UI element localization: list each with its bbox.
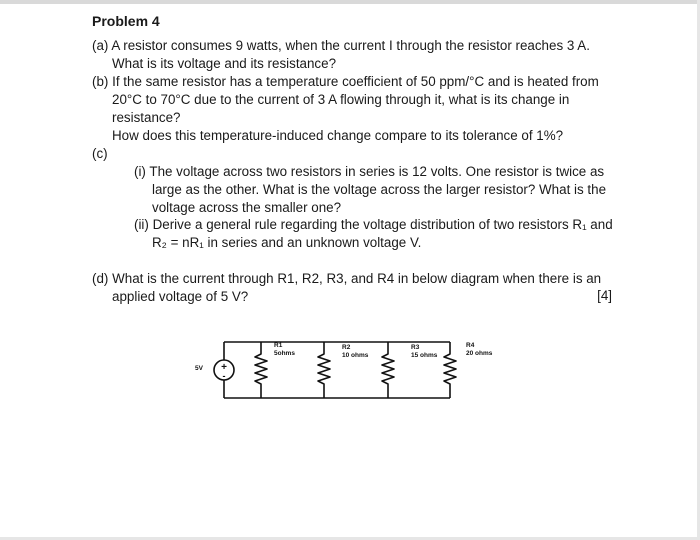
r1-name-label: R1 [274,342,283,349]
source-voltage-label: 5V [195,365,203,372]
part-b-label: (b) [92,74,109,89]
part-c-i-text-2: large as the other. What is the voltage across the larger resistor? What is the [152,182,607,197]
r2-value-label: 10 ohms [342,352,369,359]
marks-badge: [4] [597,288,612,303]
part-d-text-1: What is the current through R1, R2, R3, and R4 in below diagram when there is an [112,271,602,286]
top-edge [0,0,700,4]
part-c-ii-text-2: R₂ = nR₁ in series and an unknown voltage V. [152,235,422,250]
resistor-r1-symbol [255,342,267,398]
part-a-text-2: What is its voltage and its resistance? [112,56,337,71]
source-plus-sign: + [221,362,227,373]
part-d-line-1 [92,270,601,288]
part-c-i-text-3: voltage across the smaller one? [152,200,342,215]
part-d-text-2: applied voltage of 5 V? [112,289,249,304]
circuit-diagram [186,336,493,406]
part-b-text-2: 20°C to 70°C due to the current of 3 A flowing through it, what is its change in [112,92,570,107]
problem-title: Problem 4 [92,13,160,29]
resistor-r2-symbol [318,342,330,398]
r3-value-label: 15 ohms [411,352,438,359]
resistor-r3-symbol [382,342,394,398]
r4-name-label: R4 [466,342,475,349]
resistor-r4-symbol [444,342,456,398]
part-c-ii-label: (ii) [134,217,149,232]
part-c-ii-line-1 [134,216,613,234]
part-c-i-text-1: The voltage across two resistors in series is 12 volts. One resistor is twice as [149,164,605,179]
part-b-text-3: resistance? [112,110,181,125]
part-a-text-1: A resistor consumes 9 watts, when the current I through the resistor reaches 3 A. [111,38,590,53]
part-a-label: (a) [92,38,109,53]
r2-name-label: R2 [342,344,351,351]
part-d-label: (d) [92,271,109,286]
part-b-text-4: How does this temperature-induced change compare to its tolerance of 1%? [112,128,564,143]
r1-value-label: 5ohms [274,350,295,357]
part-c-i-label: (i) [134,164,146,179]
part-c-label: (c) [92,146,108,161]
part-a-line-1 [92,37,590,55]
source-minus-sign: - [222,371,226,381]
part-b-line-1 [92,73,599,91]
r4-value-label: 20 ohms [466,350,493,357]
part-c-i-line-1 [134,163,604,181]
part-c-ii-text-1: Derive a general rule regarding the voltage distribution of two resistors R₁ and [152,217,613,232]
r3-name-label: R3 [411,344,420,351]
part-b-text-1: If the same resistor has a temperature coefficient of 50 ppm/°C and is heated from [112,74,599,89]
